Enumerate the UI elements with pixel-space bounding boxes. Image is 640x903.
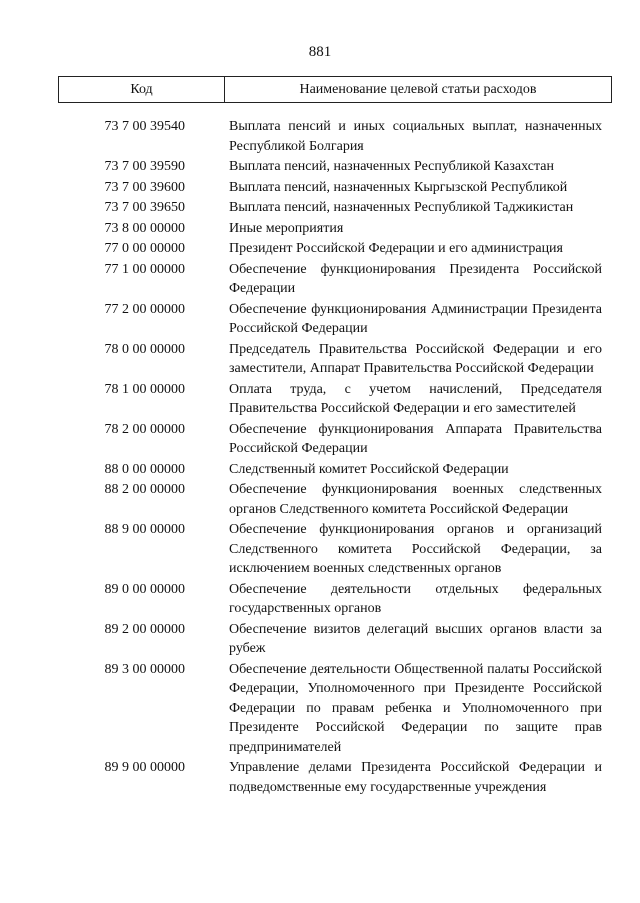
table-row xyxy=(0,480,640,519)
row-code: 78 2 00 00000 xyxy=(104,421,185,437)
table-row xyxy=(0,620,640,659)
row-code: 77 2 00 00000 xyxy=(104,301,185,317)
table-row xyxy=(0,380,640,419)
header-name: Наименование целевой статьи расходов xyxy=(299,81,537,97)
row-name: Выплата пенсий, назначенных Республикой Казахстан xyxy=(229,159,554,174)
table-row xyxy=(0,117,640,156)
row-code: 89 0 00 00000 xyxy=(104,581,185,597)
row-code: 89 3 00 00000 xyxy=(104,661,185,677)
row-name: Иные мероприятия xyxy=(229,220,344,236)
row-code: 88 9 00 00000 xyxy=(104,522,185,537)
row-code: 78 0 00 00000 xyxy=(104,341,185,357)
row-name: Следственный комитет Российской Федерации xyxy=(229,461,509,477)
row-code: 73 8 00 00000 xyxy=(104,220,185,236)
row-name: Обеспечение деятельности отдельных федеральных государственных органов xyxy=(229,581,602,616)
row-name: Обеспечение функционирования Администрации Президента Российской Федерации xyxy=(229,301,602,336)
table-row xyxy=(0,420,640,459)
row-name: Выплата пенсий, назначенных Республикой Таджикистан xyxy=(229,200,574,215)
table-row xyxy=(0,580,640,619)
page-number: 881 xyxy=(308,44,332,60)
table-row xyxy=(0,198,640,218)
table-row xyxy=(0,239,640,259)
table-row xyxy=(0,758,640,797)
table-row xyxy=(0,178,640,198)
table-row xyxy=(0,219,640,239)
table-header xyxy=(58,76,612,103)
row-name: Обеспечение деятельности Общественной палаты Российской Федерации, Уполномоченного при Президенте Российской Федерации по правам ребенка и Уполномоченного при Президенте Российской Федерации по защите прав предпринимателей xyxy=(229,661,602,755)
row-name: Управление делами Президента Российской Федерации и подведомственные ему государственные учреждения xyxy=(229,760,602,795)
row-code: 77 1 00 00000 xyxy=(104,261,185,277)
row-name: Обеспечение функционирования Президента Российской Федерации xyxy=(229,261,602,296)
row-code: 89 9 00 00000 xyxy=(104,760,185,775)
header-code: Код xyxy=(59,77,225,102)
row-code: 78 1 00 00000 xyxy=(104,381,185,397)
table-row xyxy=(0,300,640,339)
row-name: Обеспечение функционирования военных следственных органов Следственного комитета Российской Федерации xyxy=(229,482,602,517)
row-name: Выплата пенсий, назначенных Кыргызской Республикой xyxy=(229,179,568,195)
row-name: Оплата труда, с учетом начислений, Председателя Правительства Российской Федерации и его заместителей xyxy=(229,381,602,416)
row-name: Председатель Правительства Российской Федерации и его заместители, Аппарат Правительства Российской Федерации xyxy=(229,341,602,376)
table-row xyxy=(0,260,640,299)
row-name: Обеспечение функционирования Аппарата Правительства Российской Федерации xyxy=(229,421,602,456)
row-code: 77 0 00 00000 xyxy=(104,241,185,256)
table-row xyxy=(0,520,640,579)
table-row xyxy=(0,340,640,379)
row-name: Обеспечение функционирования органов и организаций Следственного комитета Российской Федерации, за исключением военных следственных органов xyxy=(229,522,602,576)
row-name: Президент Российской Федерации и его администрация xyxy=(229,241,563,256)
row-code: 89 2 00 00000 xyxy=(104,621,185,637)
table-row xyxy=(0,157,640,177)
row-code: 88 0 00 00000 xyxy=(104,461,185,477)
row-name: Обеспечение визитов делегаций высших органов власти за рубеж xyxy=(229,621,602,656)
row-code: 73 7 00 39600 xyxy=(104,179,185,195)
row-code: 88 2 00 00000 xyxy=(104,482,185,497)
row-code: 73 7 00 39650 xyxy=(104,200,185,215)
table-body xyxy=(0,117,640,798)
row-code: 73 7 00 39590 xyxy=(104,159,185,174)
row-name: Выплата пенсий и иных социальных выплат, назначенных Республикой Болгария xyxy=(229,119,602,154)
table-row xyxy=(0,660,640,758)
table-row xyxy=(0,460,640,480)
row-code: 73 7 00 39540 xyxy=(104,119,185,134)
